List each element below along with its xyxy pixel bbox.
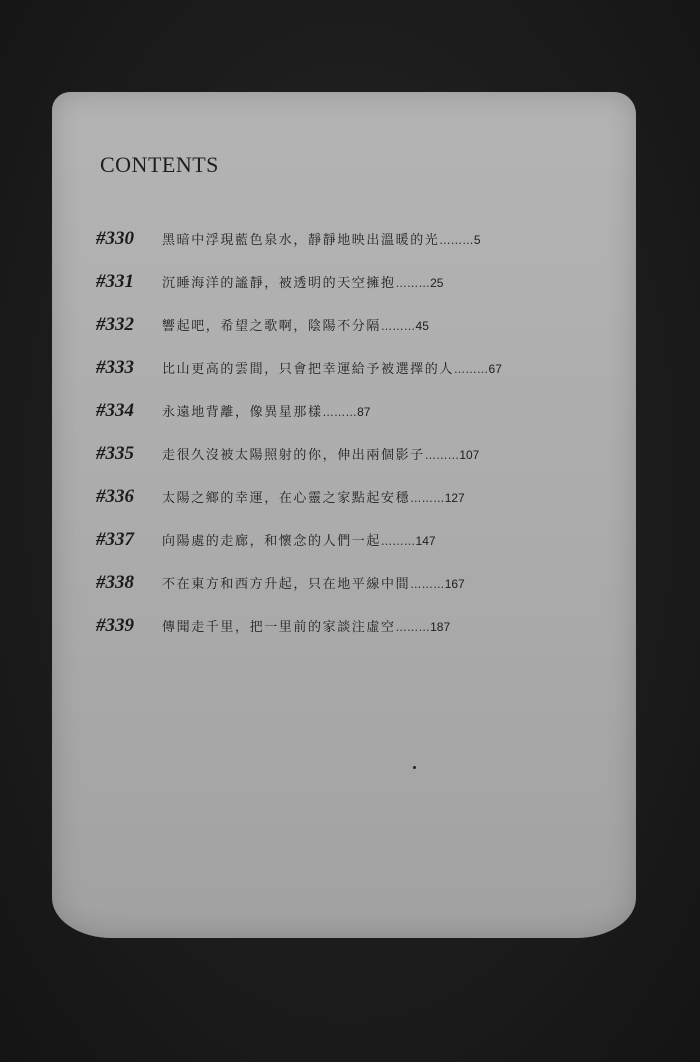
leader-dots: ……… — [410, 492, 445, 505]
toc-entry[interactable] — [96, 228, 616, 271]
chapter-title: 傳聞走千里，把一里前的家談注虛空 — [162, 620, 396, 635]
chapter-title: 響起吧，希望之歌啊，陰陽不分隔 — [162, 319, 382, 334]
chapter-number: #335 — [96, 443, 134, 464]
toc-entry[interactable] — [96, 357, 616, 400]
chapter-title: 黑暗中浮現藍色泉水，靜靜地映出溫暖的光 — [162, 233, 440, 248]
toc-entry[interactable] — [96, 443, 616, 486]
page-number: 67 — [488, 362, 502, 376]
page-number: 45 — [415, 319, 429, 333]
toc-entry[interactable] — [96, 486, 616, 529]
chapter-title: 走很久沒被太陽照射的你，伸出兩個影子 — [162, 448, 425, 463]
page-number: 127 — [444, 491, 465, 505]
page-number: 187 — [430, 620, 451, 634]
leader-dots: ……… — [395, 621, 431, 634]
contents-page — [52, 92, 636, 938]
page-number: 25 — [430, 276, 444, 290]
leader-dots: ……… — [454, 363, 489, 376]
leader-dots: ……… — [424, 449, 460, 462]
leader-dots: ……… — [410, 578, 445, 591]
chapter-number: #337 — [96, 529, 134, 550]
toc-entry[interactable] — [96, 572, 616, 615]
chapter-number: #330 — [96, 228, 134, 249]
chapter-number: #334 — [96, 400, 134, 421]
chapter-title: 比山更高的雲間，只會把幸運給予被選擇的人 — [162, 362, 455, 377]
chapter-title: 沉睡海洋的謐靜，被透明的天空擁抱 — [162, 276, 396, 291]
contents-heading: CONTENTS — [100, 152, 219, 177]
chapter-number: #331 — [96, 271, 134, 292]
page-number: 5 — [473, 233, 481, 247]
leader-dots: ……… — [381, 535, 416, 548]
chapter-number: #332 — [96, 314, 134, 335]
leader-dots: ……… — [381, 320, 416, 333]
toc-entry[interactable] — [96, 314, 616, 357]
chapter-number: #338 — [96, 572, 134, 593]
toc-list — [96, 228, 616, 658]
page-number: 107 — [459, 448, 480, 462]
chapter-title: 永遠地背離，像異星那樣 — [162, 405, 323, 420]
page-number: 167 — [444, 577, 465, 591]
leader-dots: ……… — [322, 406, 358, 419]
chapter-number: #336 — [96, 486, 134, 507]
chapter-title: 不在東方和西方升起，只在地平線中間 — [162, 577, 411, 592]
chapter-title: 向陽處的走廊，和懷念的人們一起 — [162, 534, 382, 549]
paper-speck — [413, 766, 416, 769]
toc-entry[interactable] — [96, 615, 616, 658]
chapter-title: 太陽之鄉的幸運，在心靈之家點起安穩 — [162, 491, 411, 506]
leader-dots: ……… — [395, 277, 431, 290]
toc-entry[interactable] — [96, 271, 616, 314]
toc-entry[interactable] — [96, 400, 616, 443]
chapter-number: #333 — [96, 357, 134, 378]
page-number: 87 — [357, 405, 371, 419]
toc-entry[interactable] — [96, 529, 616, 572]
leader-dots: ……… — [439, 234, 474, 247]
page-number: 147 — [415, 534, 436, 548]
chapter-number: #339 — [96, 615, 134, 636]
